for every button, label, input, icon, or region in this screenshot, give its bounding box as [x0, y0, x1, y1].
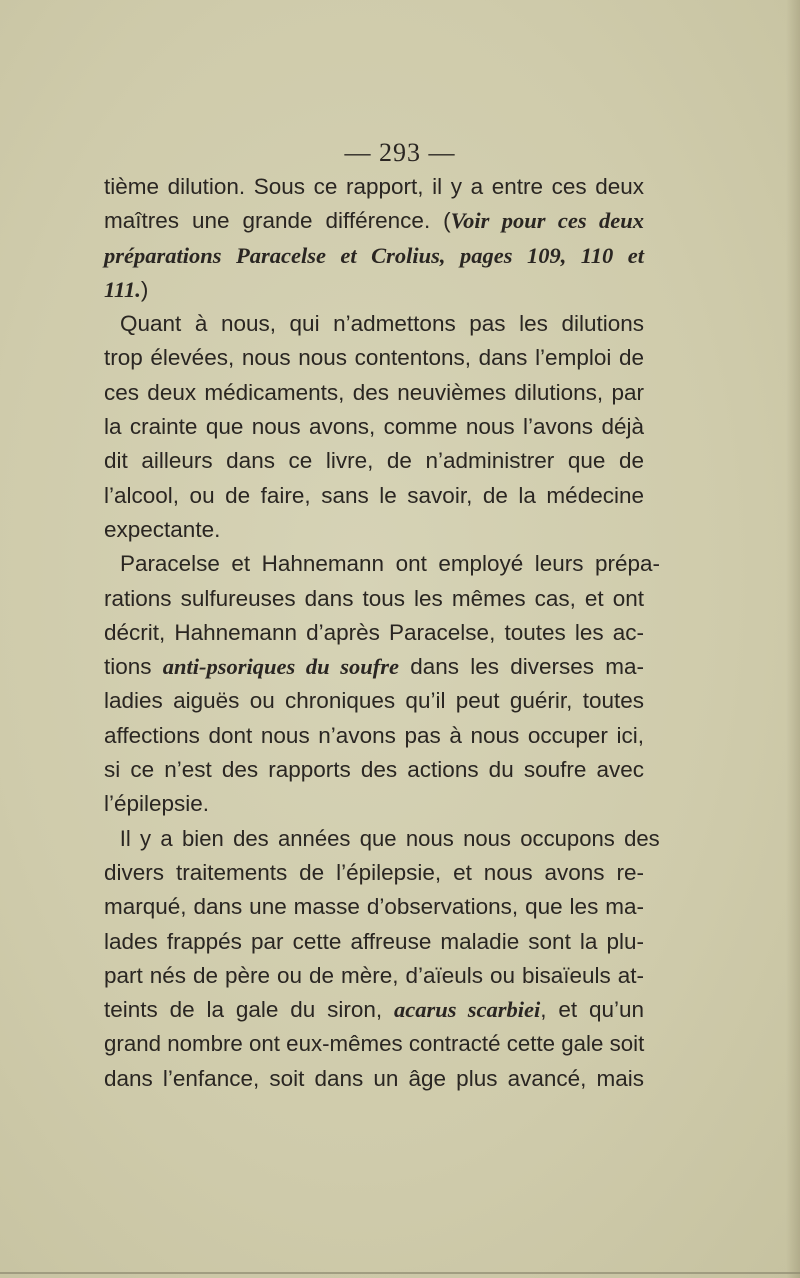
text-segment: si ce n’est des rapports des actions du soufre avec — [104, 757, 644, 783]
text-segment: divers traitements de l’épilepsie, et nous avons re- — [104, 859, 644, 885]
text-line — [104, 856, 644, 890]
italic-text: Voir pour ces deux — [450, 208, 644, 234]
text-line — [104, 993, 644, 1027]
text-line — [104, 307, 644, 341]
text-segment: grand nombre ont eux-mêmes contracté cette gale soit — [104, 1031, 645, 1057]
italic-text: acarus scarbiei — [394, 997, 541, 1023]
text-segment: ces deux médicaments, des neuvièmes dilutions, par — [104, 379, 644, 405]
text-segment: Quant à nous, qui n’admettons pas les dilutions — [120, 311, 644, 337]
page-number: — 293 — — [344, 138, 456, 167]
text-line — [104, 822, 660, 856]
page-bottom-edge — [0, 1272, 800, 1274]
text-segment: maîtres une grande différence. ( — [104, 208, 451, 234]
text-segment: teints de la gale du siron, — [104, 997, 394, 1023]
text-segment: expectante. — [104, 516, 221, 542]
text-line — [104, 479, 644, 513]
text-line — [104, 650, 644, 684]
text-line — [104, 1027, 644, 1061]
text-line — [104, 513, 644, 547]
text-segment: trop élevées, nous nous contentons, dans l’emploi de — [104, 345, 644, 371]
text-line — [104, 376, 644, 410]
text-segment: tions — [104, 654, 163, 680]
text-line — [104, 1062, 644, 1096]
text-line — [104, 444, 644, 478]
text-line — [104, 959, 644, 993]
text-line — [104, 753, 644, 787]
text-line — [104, 273, 644, 307]
text-segment: dans les diverses ma- — [399, 654, 645, 680]
text-segment: part nés de père ou de mère, d’aïeuls ou bisaïeuls at- — [104, 962, 644, 988]
text-segment: , et qu’un — [540, 997, 644, 1023]
text-segment: dans l’enfance, soit dans un âge plus avancé, mais — [104, 1065, 644, 1091]
text-segment: l’alcool, ou de faire, sans le savoir, de la médecine — [104, 482, 644, 508]
text-line — [104, 170, 644, 204]
italic-text: anti-psoriques du soufre — [162, 654, 400, 680]
text-line — [104, 616, 644, 650]
text-segment: la crainte que nous avons, comme nous l’avons déjà — [104, 414, 644, 440]
italic-text: préparations Paracelse et Crolius, pages 109, 110 et — [104, 242, 644, 268]
text-segment: dit ailleurs dans ce livre, de n’administrer que de — [104, 448, 644, 474]
text-segment: Il y a bien des années que nous nous occupons des — [119, 825, 660, 851]
text-line — [104, 547, 660, 581]
text-segment: lades frappés par cette affreuse maladie sont la plu- — [104, 928, 644, 954]
text-line — [104, 890, 644, 924]
text-segment: tième dilution. Sous ce rapport, il y a entre ces deux — [104, 174, 644, 199]
text-line — [104, 582, 644, 616]
page-edge-shadow — [786, 0, 800, 1278]
text-line — [104, 787, 644, 821]
text-segment: marqué, dans une masse d’observations, que les ma- — [104, 894, 644, 920]
text-line — [104, 341, 644, 375]
text-line — [104, 684, 644, 718]
text-segment: Paracelse et Hahnemann ont employé leurs prépa- — [119, 551, 660, 577]
text-segment: l’épilepsie. — [104, 791, 210, 817]
text-segment: ) — [140, 276, 149, 302]
text-segment: rations sulfureuses dans tous les mêmes cas, et ont — [104, 585, 644, 611]
body-text — [104, 170, 660, 1096]
text-line — [104, 719, 644, 753]
text-segment: affections dont nous n’avons pas à nous occuper ici, — [104, 722, 644, 748]
text-segment: décrit, Hahnemann d’après Paracelse, toutes les ac- — [104, 619, 644, 645]
text-line — [104, 925, 644, 959]
text-line — [104, 204, 644, 238]
text-line — [104, 239, 644, 273]
text-segment: ladies aiguës ou chroniques qu’il peut guérir, toutes — [104, 688, 644, 714]
text-line — [104, 410, 644, 444]
italic-text: 111. — [104, 276, 141, 302]
